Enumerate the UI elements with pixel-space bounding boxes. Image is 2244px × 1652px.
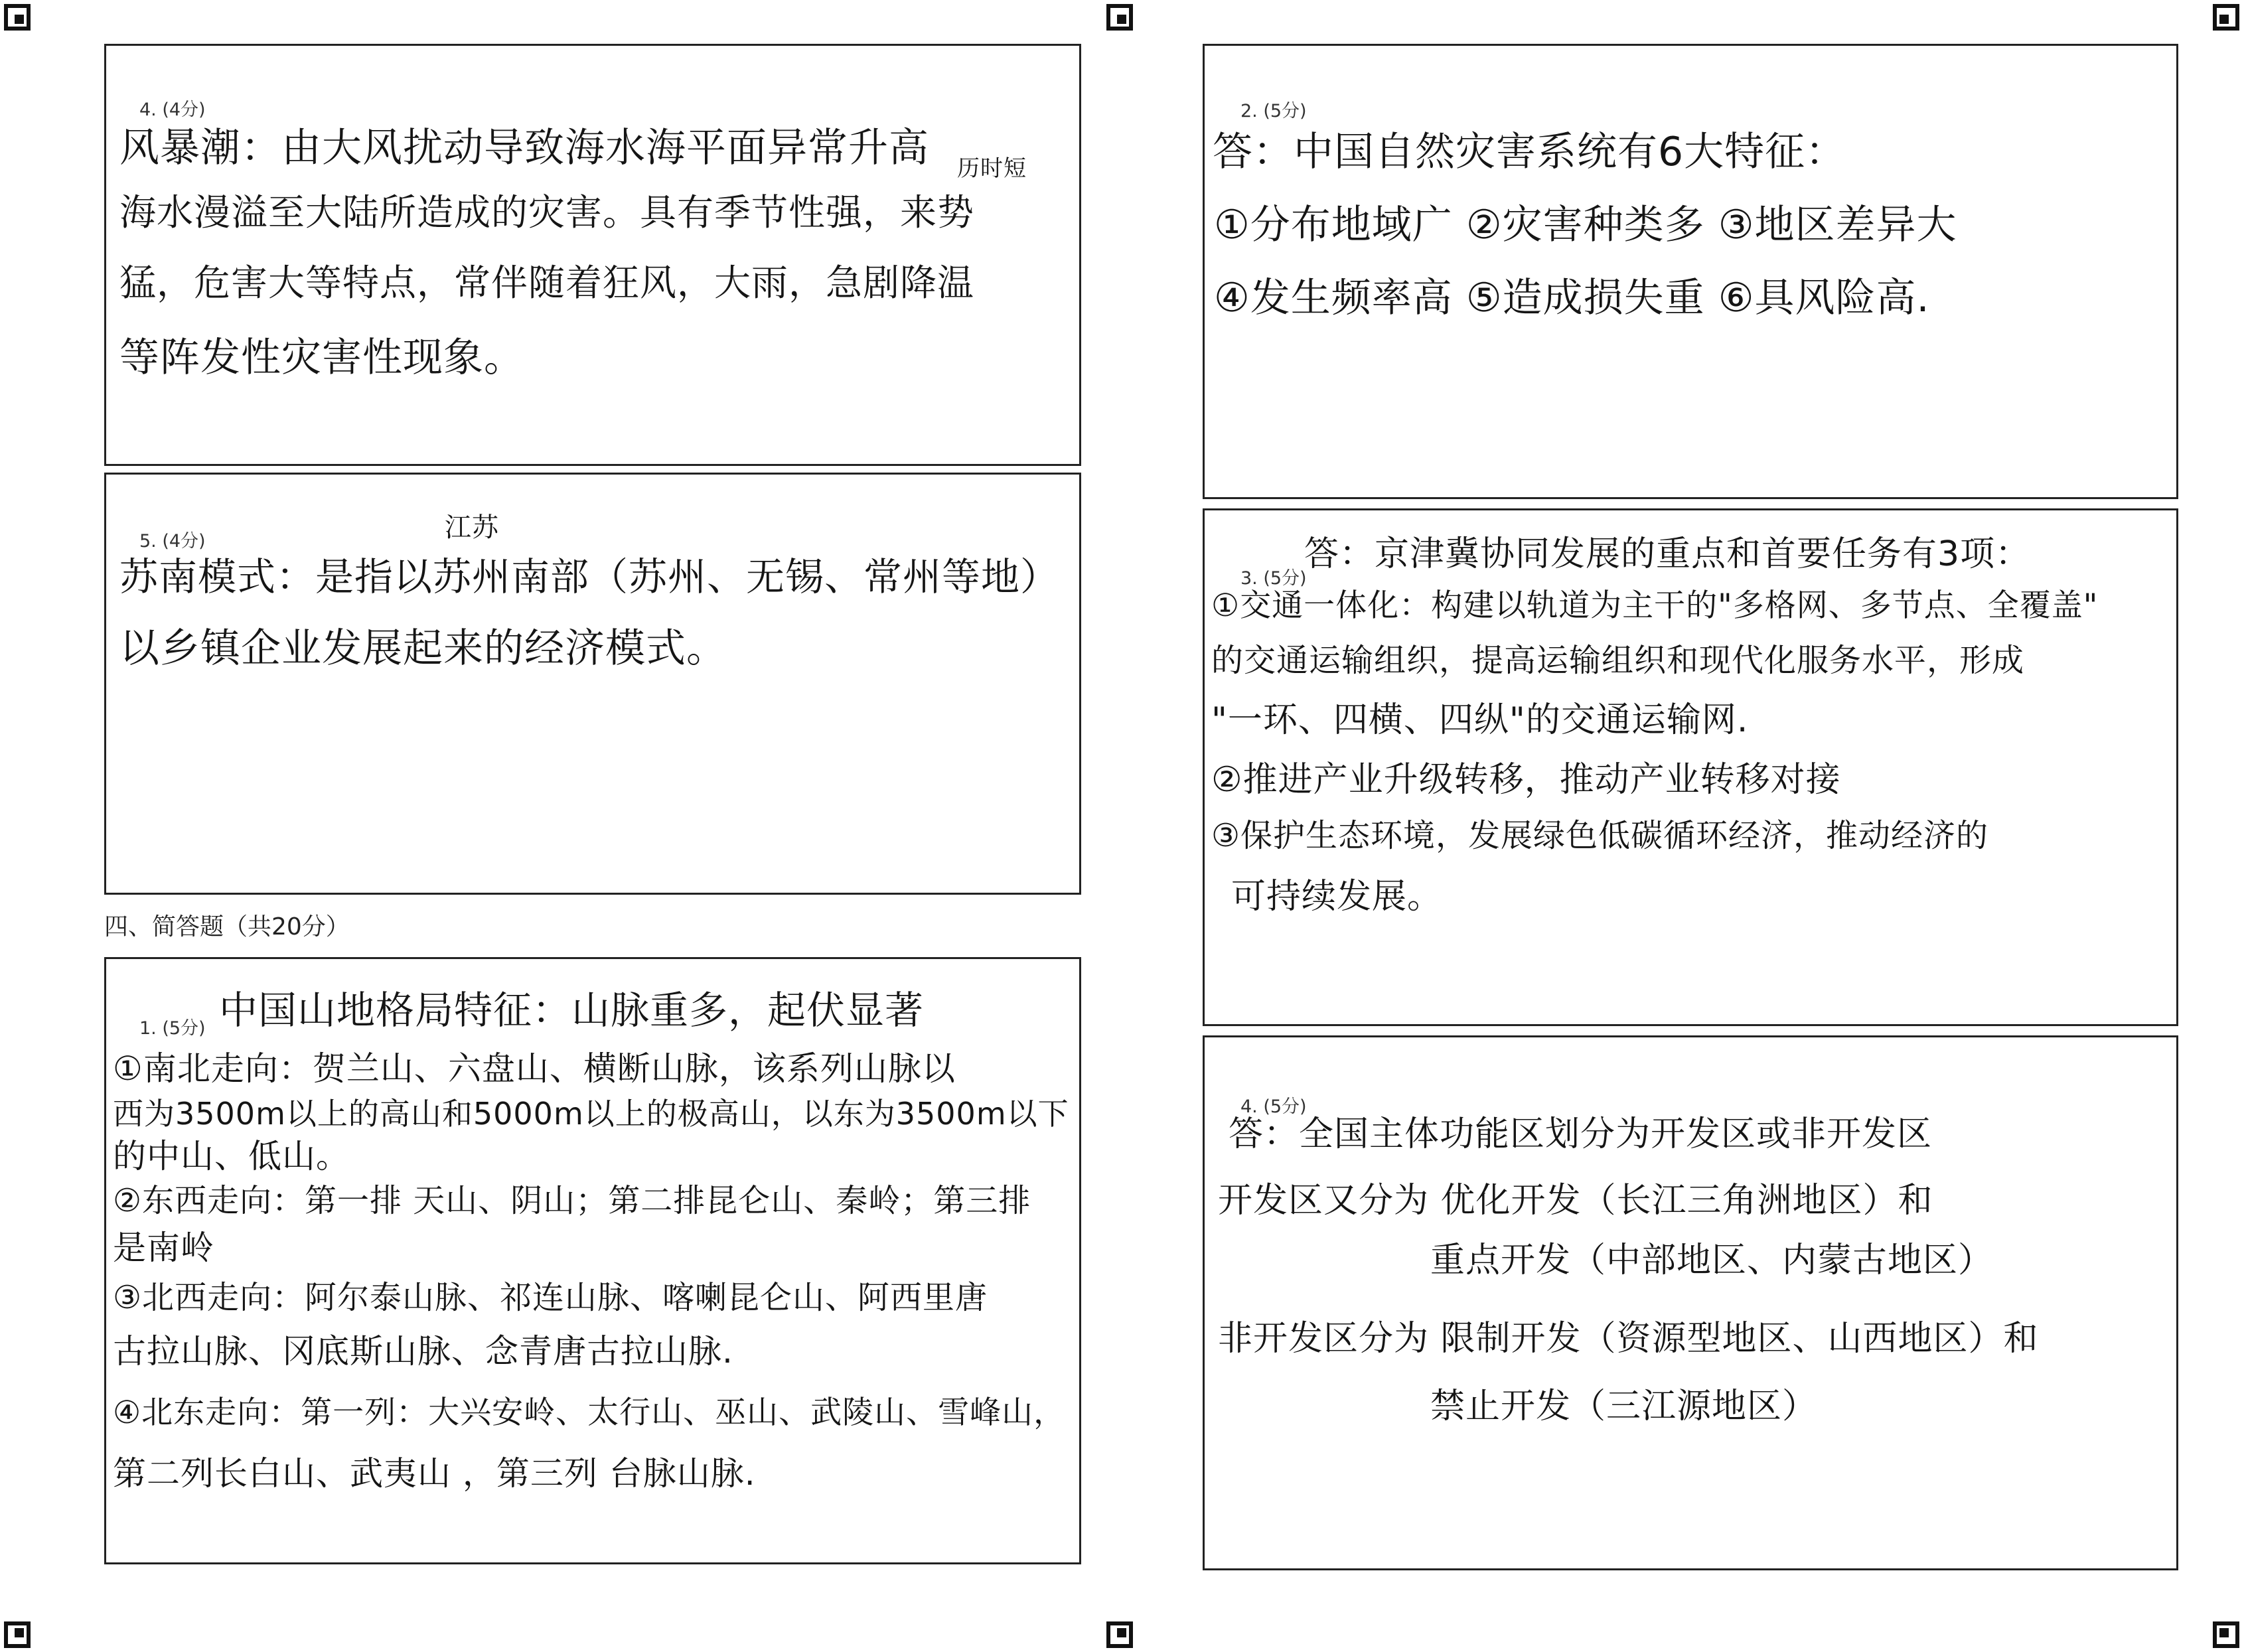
answer-line: 以乡镇企业发展起来的经济模式。	[119, 625, 727, 672]
registration-marker-top-right	[2213, 4, 2239, 31]
answer-line: ③北西走向：阿尔泰山脉、祁连山脉、喀喇昆仑山、阿西里唐	[113, 1279, 988, 1316]
answer-line: 可持续发展。	[1231, 877, 1443, 917]
answer-line: 海水漫溢至大陆所造成的灾害。具有季节性强，来势	[119, 191, 975, 234]
answer-line: 西为3500m以上的高山和5000m以上的极高山，以东为3500m以下	[113, 1096, 1069, 1132]
answer-line: ②推进产业升级转移，推动产业转移对接	[1211, 760, 1841, 800]
question-label: 1. (5分)	[139, 1018, 206, 1039]
section-title: 四、简答题（共20分）	[104, 913, 350, 940]
question-label: 3. (5分)	[1240, 568, 1307, 589]
answer-line: 等阵发性灾害性现象。	[119, 335, 524, 381]
answer-line: "一环、四横、四纵"的交通运输网.	[1211, 700, 1749, 740]
answer-line: 第二列长白山、武夷山 ，第三列 台脉山脉.	[113, 1454, 756, 1493]
answer-line: 答：中国自然灾害系统有6大特征：	[1213, 129, 1846, 175]
question-label: 2. (5分)	[1240, 101, 1307, 121]
handwritten-insertion: 历时短	[957, 155, 1027, 182]
question-label: 5. (4分)	[139, 531, 206, 552]
answer-box-right-q3	[1203, 508, 2178, 1026]
answer-line: 答：全国主体功能区划分为开发区或非开发区	[1229, 1114, 1933, 1154]
handwritten-insertion: 江苏	[445, 512, 499, 543]
answer-line: ①南北走向：贺兰山、六盘山、横断山脉，该系列山脉以	[113, 1049, 956, 1088]
answer-line: 禁止开发（三江源地区）	[1430, 1387, 1818, 1426]
answer-line: 猛，危害大等特点，常伴随着狂风，大雨，急剧降温	[119, 262, 975, 304]
registration-marker-top-center	[1106, 4, 1133, 31]
answer-line: 重点开发（中部地区、内蒙古地区）	[1430, 1240, 1994, 1280]
answer-line: ①交通一体化：构建以轨道为主干的"多格网、多节点、全覆盖"	[1211, 587, 2099, 624]
answer-line: 苏南模式：是指以苏州南部（苏州、无锡、常州等地）	[119, 554, 1060, 599]
registration-marker-bottom-left	[4, 1621, 31, 1648]
answer-line: ①分布地域广 ②灾害种类多 ③地区差异大	[1214, 202, 1957, 248]
registration-marker-top-left	[4, 4, 31, 31]
answer-box-left-q4	[104, 44, 1081, 466]
answer-title: 中国山地格局特征：山脉重多，起伏显著	[219, 988, 925, 1033]
answer-line: 开发区又分为 优化开发（长江三角洲地区）和	[1218, 1181, 1933, 1221]
answer-box-left-q5	[104, 473, 1081, 895]
answer-line: ④北东走向：第一列：大兴安岭、太行山、巫山、武陵山、雪峰山，	[113, 1394, 1066, 1431]
question-label: 4. (4分)	[139, 100, 206, 120]
answer-line: 非开发区分为 限制开发（资源型地区、山西地区）和	[1218, 1319, 2039, 1359]
answer-line: 古拉山脉、冈底斯山脉、念青唐古拉山脉.	[113, 1332, 733, 1371]
answer-line: ②东西走向：第一排 天山、阴山；第二排昆仑山、秦岭；第三排	[113, 1182, 1031, 1219]
answer-line: 答：京津冀协同发展的重点和首要任务有3项：	[1304, 534, 2031, 574]
answer-line: 是南岭	[113, 1229, 214, 1267]
answer-box-right-q4	[1203, 1035, 2178, 1570]
answer-line: ④发生频率高 ⑤造成损失重 ⑥具风险高.	[1214, 275, 1930, 321]
registration-marker-bottom-right	[2213, 1621, 2239, 1648]
answer-line: ③保护生态环境，发展绿色低碳循环经济，推动经济的	[1211, 817, 1989, 854]
answer-box-left-q1	[104, 957, 1081, 1564]
answer-line: 的中山、低山。	[113, 1137, 350, 1175]
answer-box-right-q2	[1203, 44, 2178, 499]
question-label: 4. (5分)	[1240, 1096, 1307, 1117]
answer-line: 的交通运输组织，提高运输组织和现代化服务水平，形成	[1211, 642, 2025, 679]
registration-marker-bottom-center	[1106, 1621, 1133, 1648]
answer-line: 风暴潮：由大风扰动导致海水海平面异常升高	[119, 125, 929, 171]
